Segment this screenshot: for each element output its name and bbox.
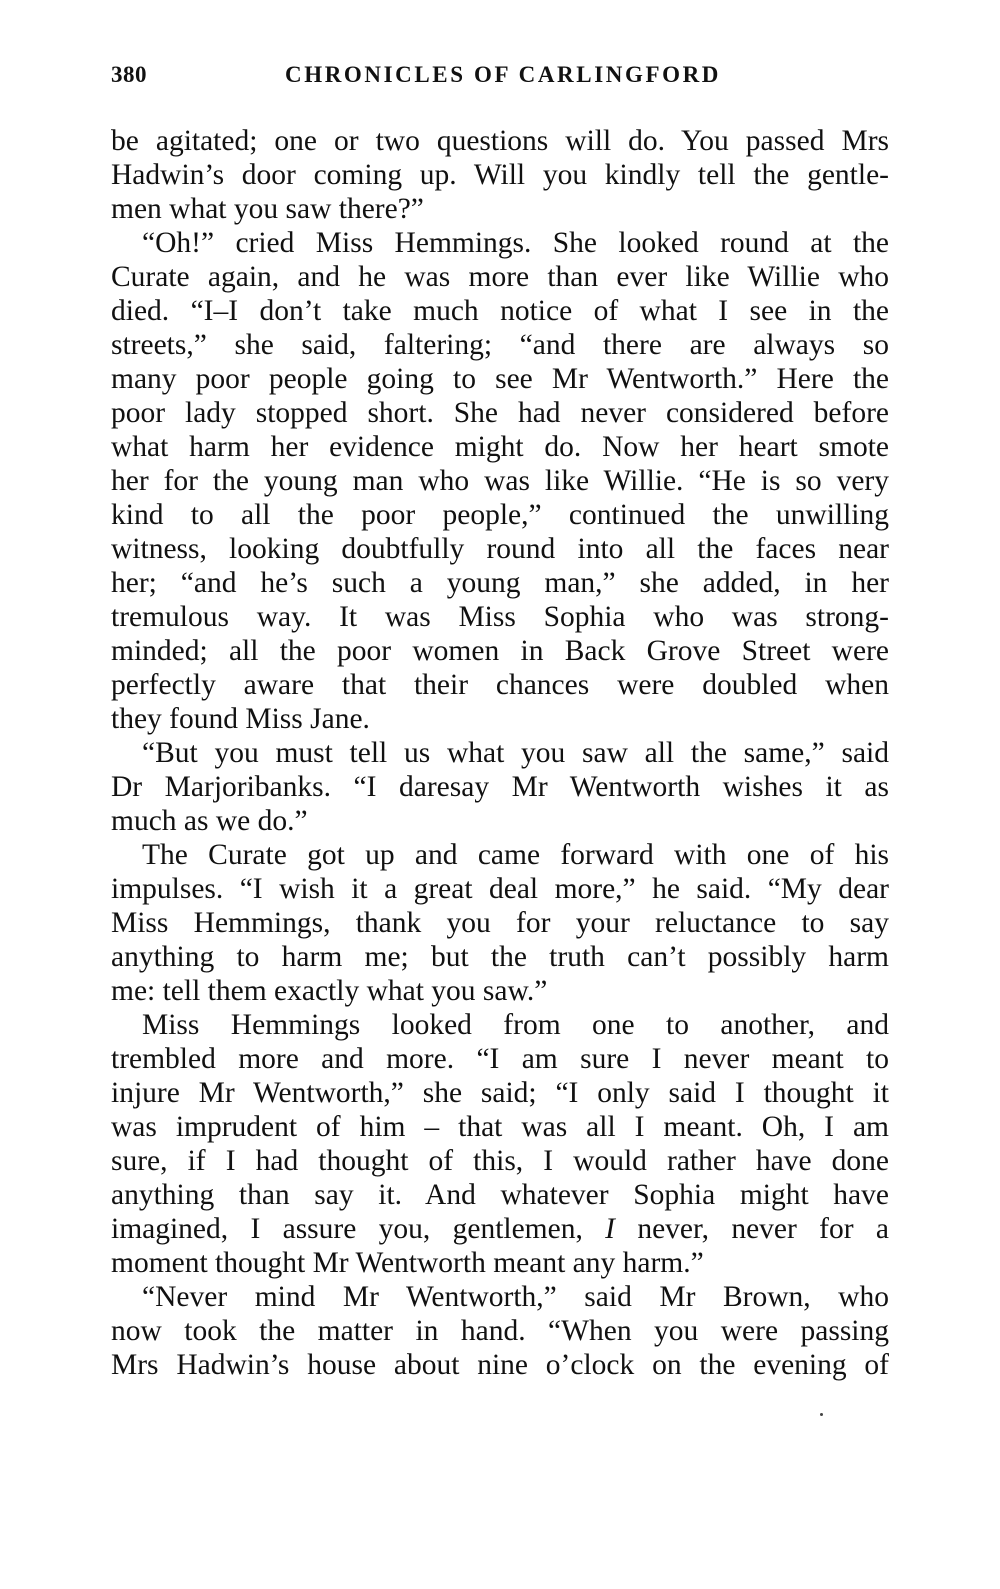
text-line <box>111 1212 889 1246</box>
text-line: impulses. “I wish it a great deal more,” he said. “My dear <box>111 873 889 905</box>
text-line: minded; all the poor women in Back Grove Street were <box>111 635 889 667</box>
text-line: be agitated; one or two questions will do. You passed Mrs <box>111 125 889 157</box>
book-title: CHRONICLES OF CARLINGFORD <box>285 62 722 87</box>
text-line: The Curate got up and came forward with one of his <box>142 839 889 871</box>
text-line: anything to harm me; but the truth can’t possibly harm <box>111 941 889 973</box>
text-line: “Oh!” cried Miss Hemmings. She looked round at the <box>142 227 889 259</box>
text-line: tremulous way. It was Miss Sophia who was strong- <box>111 601 889 633</box>
running-head <box>111 62 889 98</box>
page-number: 380 <box>111 62 147 87</box>
text-line: “Never mind Mr Wentworth,” said Mr Brown, who <box>142 1281 889 1313</box>
line-segment: never, never for a <box>615 1213 889 1245</box>
text-line: perfectly aware that their chances were doubled when <box>111 669 889 701</box>
body-text <box>111 124 889 1382</box>
text-line: Dr Marjoribanks. “I daresay Mr Wentworth wishes it as <box>111 771 889 803</box>
text-line: Miss Hemmings, thank you for your reluctance to say <box>111 907 889 939</box>
text-line: Hadwin’s door coming up. Will you kindly tell the gentle- <box>111 159 889 191</box>
text-line: injure Mr Wentworth,” she said; “I only said I thought it <box>111 1077 889 1109</box>
text-line: moment thought Mr Wentworth meant any harm.” <box>111 1247 704 1279</box>
text-line: her; “and he’s such a young man,” she added, in her <box>111 567 889 599</box>
text-line: kind to all the poor people,” continued the unwilling <box>111 499 889 531</box>
text-line: Mrs Hadwin’s house about nine o’clock on the evening of <box>111 1349 889 1381</box>
line-segment: imagined, I assure you, gentlemen, <box>111 1213 606 1245</box>
text-line: what harm her evidence might do. Now her heart smote <box>111 431 889 463</box>
text-line: sure, if I had thought of this, I would rather have done <box>111 1145 889 1177</box>
ink-speck <box>820 1413 823 1416</box>
text-line: her for the young man who was like Willie. “He is so very <box>111 465 889 497</box>
emphasized-word: I <box>605 1213 615 1245</box>
text-line: streets,” she said, faltering; “and there are always so <box>111 329 889 361</box>
text-line: men what you saw there?” <box>111 193 424 225</box>
text-line: much as we do.” <box>111 805 308 837</box>
text-line: died. “I–I don’t take much notice of what I see in the <box>111 295 889 327</box>
text-line: anything than say it. And whatever Sophia might have <box>111 1179 889 1211</box>
text-line: trembled more and more. “I am sure I never meant to <box>111 1043 889 1075</box>
text-line: witness, looking doubtfully round into all the faces near <box>111 533 889 565</box>
text-line: they found Miss Jane. <box>111 703 370 735</box>
text-line: now took the matter in hand. “When you were passing <box>111 1315 889 1347</box>
text-line: Curate again, and he was more than ever like Willie who <box>111 261 889 293</box>
text-line: me: tell them exactly what you saw.” <box>111 975 548 1007</box>
text-line: “But you must tell us what you saw all the same,” said <box>142 737 889 769</box>
text-line: was imprudent of him – that was all I meant. Oh, I am <box>111 1111 889 1143</box>
text-line: many poor people going to see Mr Wentworth.” Here the <box>111 363 889 395</box>
text-line: Miss Hemmings looked from one to another, and <box>142 1009 889 1041</box>
text-line: poor lady stopped short. She had never considered before <box>111 397 889 429</box>
